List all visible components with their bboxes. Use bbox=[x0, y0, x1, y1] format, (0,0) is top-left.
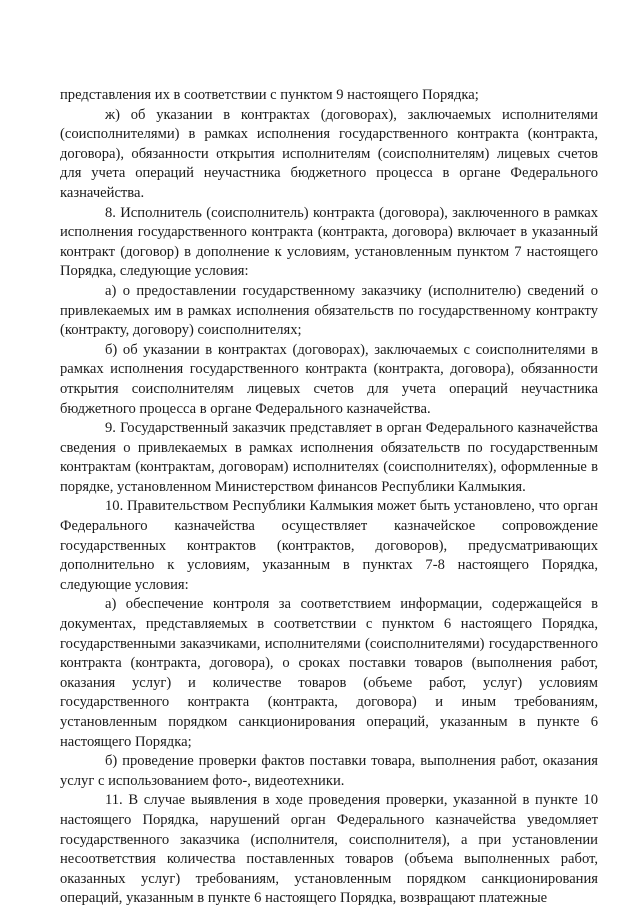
paragraph-7zh: ж) об указании в контрактах (договорах), заключаемых исполнителями (соисполнителями) в рамках исполнения государственного контракта (контракта, договора), обязанности открытия исполнителям (соисполнителям) лицевых счетов для учета операций неучастника бюджетного процесса в органе Федерального казначейства. bbox=[60, 106, 598, 201]
paragraph-9: 9. Государственный заказчик представляет в орган Федерального казначейства сведения о привлекаемых в рамках исполнения обязательств по государственным контрактам (контрактам, договорам) исполнителях (соисполнителях), оформленные в порядке, установленном Министерством финансов Республики Калмыкия. bbox=[60, 420, 598, 495]
paragraph-10: 10. Правительством Республики Калмыкия может быть установлено, что орган Федерального казначейства осуществляет казначейское сопровождение государственных контрактов (контрактов, договоров), предусматривающих дополнительно к условиям, указанным в пунктах 7-8 настоящего Порядка, следующие условия: bbox=[60, 498, 598, 593]
paragraph-8: 8. Исполнитель (соисполнитель) контракта (договора), заключенного в рамках исполнения государственного контракта (контракта, договора) включает в указанный контракт (договор) в дополнение к условиям, установленным пунктом 7 настоящего Порядка, следующие условия: bbox=[60, 204, 598, 280]
paragraph-8a: а) о предоставлении государственному заказчику (исполнителю) сведений о привлекаемых им в рамках исполнения обязательств по государственному контракту (контракту, договору) соисполнителях; bbox=[60, 282, 598, 339]
document-body bbox=[60, 86, 598, 909]
paragraph-10b: б) проведение проверки фактов поставки товара, выполнения работ, оказания услуг с использованием фото-, видеотехники. bbox=[60, 753, 598, 789]
paragraph-continuation: представления их в соответствии с пунктом 9 настоящего Порядка; bbox=[60, 87, 479, 103]
paragraph-8b: б) об указании в контрактах (договорах), заключаемых с соисполнителями в рамках исполнения государственного контракта (контракта, договора), обязанности открытия соисполнителям лицевых счетов для учета операций неучастника бюджетного процесса в органе Федерального казначейства. bbox=[60, 341, 598, 417]
paragraph-11: 11. В случае выявления в ходе проведения проверки, указанной в пункте 10 настоящего Порядка, нарушений орган Федерального казначейства уведомляет государственного заказчика (исполнителя, соисполнителя), а при установлении несоответствия количества поставленных товаров (объема выполненных работ, оказанных услуг) требованиям, установленным порядком санкционирования операций, указанным в пункте 6 настоящего Порядка, возвращают платежные bbox=[60, 792, 598, 907]
paragraph-10a: а) обеспечение контроля за соответствием информации, содержащейся в документах, представляемых в соответствии с пунктом 6 настоящего Порядка, государственными заказчиками, исполнителями (соисполнителями) государственного контракта (контракта, договора), о сроках поставки товаров (выполнения работ, оказания услуг) и количестве товаров (объеме работ, услуг) условиям государственного контракта (контракта, договора) и иным требованиям, установленным порядком санкционирования операций, указанным в пункте 6 настоящего Порядка; bbox=[60, 596, 598, 750]
